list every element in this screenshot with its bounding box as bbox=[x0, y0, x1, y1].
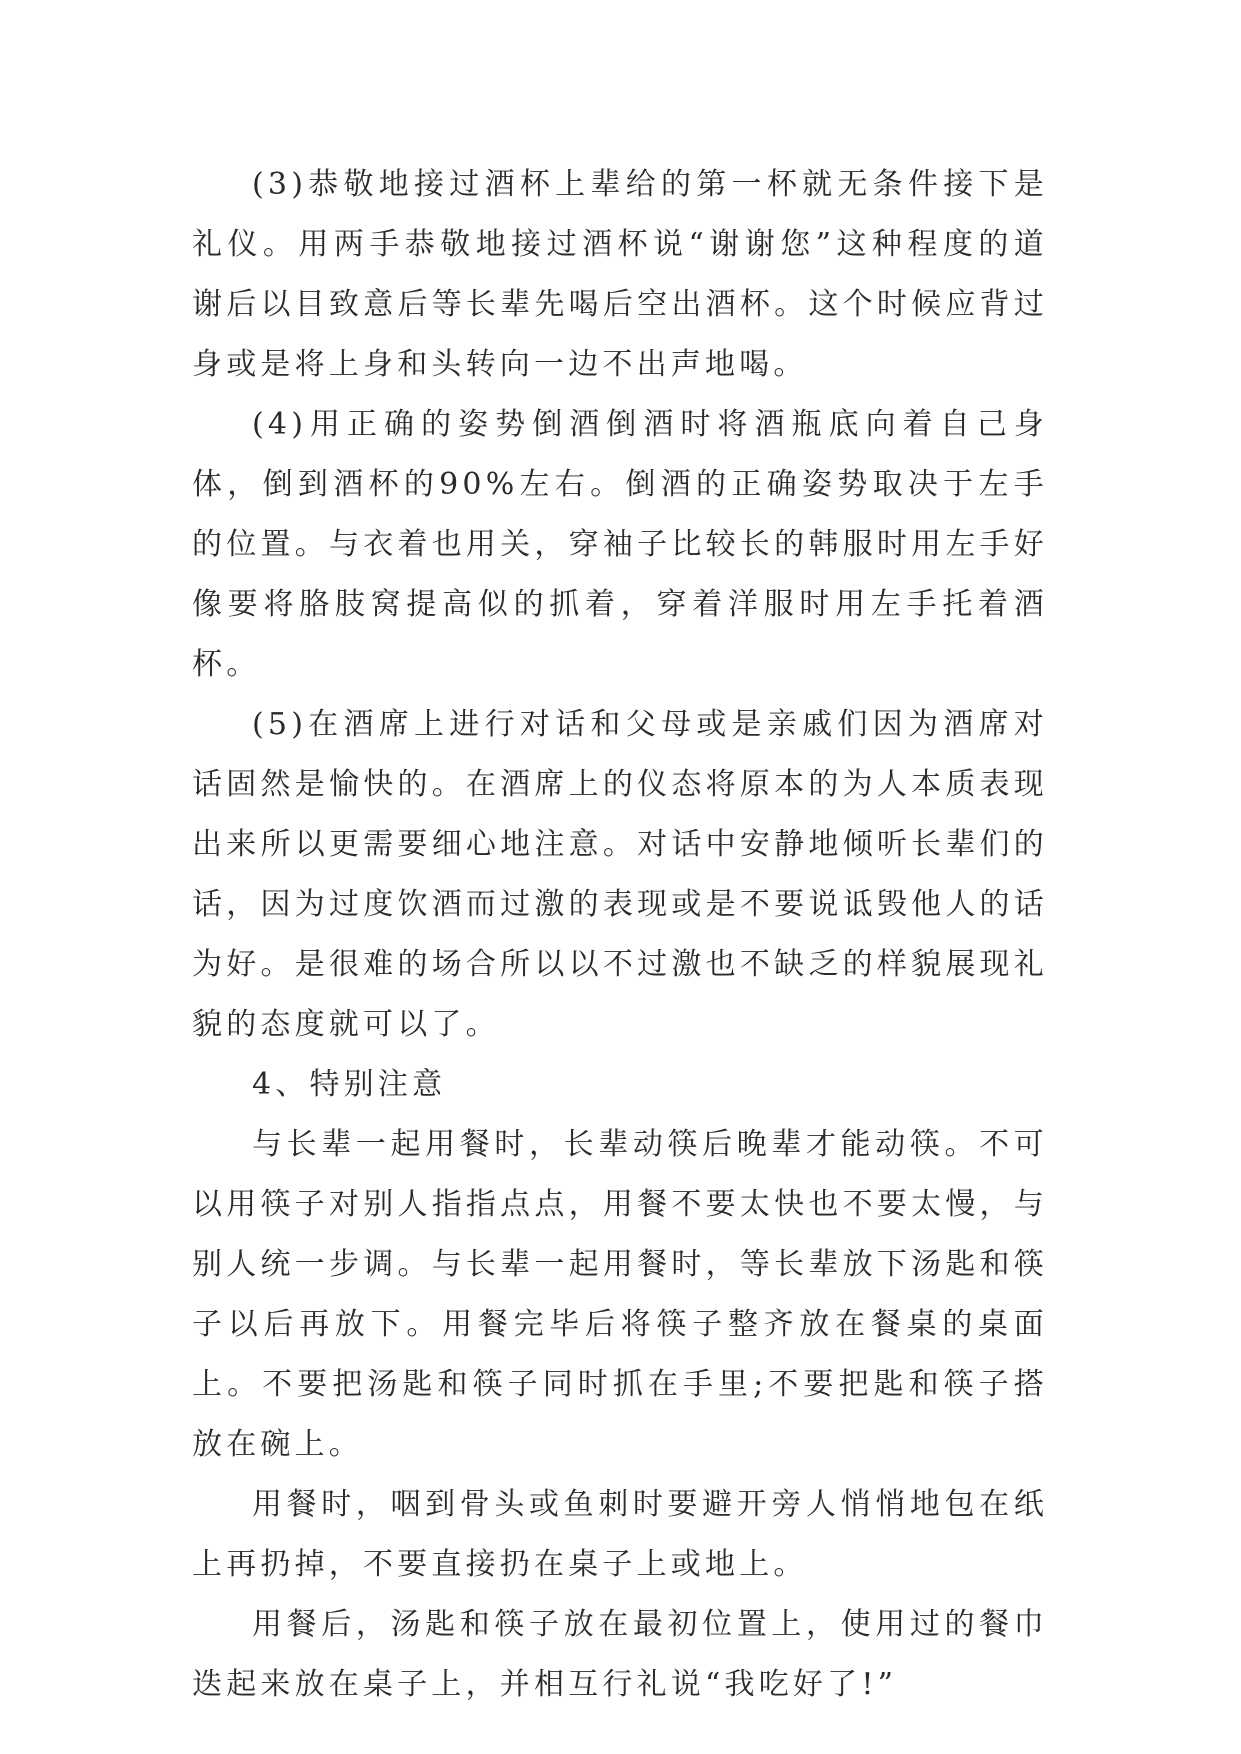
document-body bbox=[192, 155, 1048, 1715]
paragraph-pouring: (4)用正确的姿势倒酒倒酒时将酒瓶底向着自己身体，倒到酒杯的90%左右。倒酒的正确姿势取决于左手的位置。与衣着也用关，穿袖子比较长的韩服时用左手好像要将胳肢窝提高似的抓着，穿着洋服时用左手托着酒杯。 bbox=[192, 407, 1048, 682]
paragraph-conversation: (5)在酒席上进行对话和父母或是亲戚们因为酒席对话固然是愉快的。在酒席上的仪态将原本的为人本质表现出来所以更需要细心地注意。对话中安静地倾听长辈们的话，因为过度饮酒而过激的表现或是不要说诋毁他人的话为好。是很难的场合所以以不过激也不缺乏的样貌展现礼貌的态度就可以了。 bbox=[192, 707, 1048, 1042]
section-heading: 4、特别注意 bbox=[252, 1067, 447, 1102]
paragraph-dining-with-elders: 与长辈一起用餐时，长辈动筷后晚辈才能动筷。不可以用筷子对别人指指点点，用餐不要太快也不要太慢，与别人统一步调。与长辈一起用餐时，等长辈放下汤匙和筷子以后再放下。用餐完毕后将筷子整齐放在餐桌的桌面上。不要把汤匙和筷子同时抓在手里;不要把匙和筷子搭放在碗上。 bbox=[192, 1127, 1048, 1462]
paragraph-after-meal: 用餐后，汤匙和筷子放在最初位置上，使用过的餐巾迭起来放在桌子上，并相互行礼说“我吃好了!” bbox=[192, 1607, 1048, 1702]
paragraph-bones: 用餐时，咽到骨头或鱼刺时要避开旁人悄悄地包在纸上再扔掉，不要直接扔在桌子上或地上。 bbox=[192, 1487, 1048, 1582]
paragraph-toast-receiving: (3)恭敬地接过酒杯上辈给的第一杯就无条件接下是礼仪。用两手恭敬地接过酒杯说“谢谢您”这种程度的道谢后以目致意后等长辈先喝后空出酒杯。这个时候应背过身或是将上身和头转向一边不出声地喝。 bbox=[192, 167, 1048, 382]
